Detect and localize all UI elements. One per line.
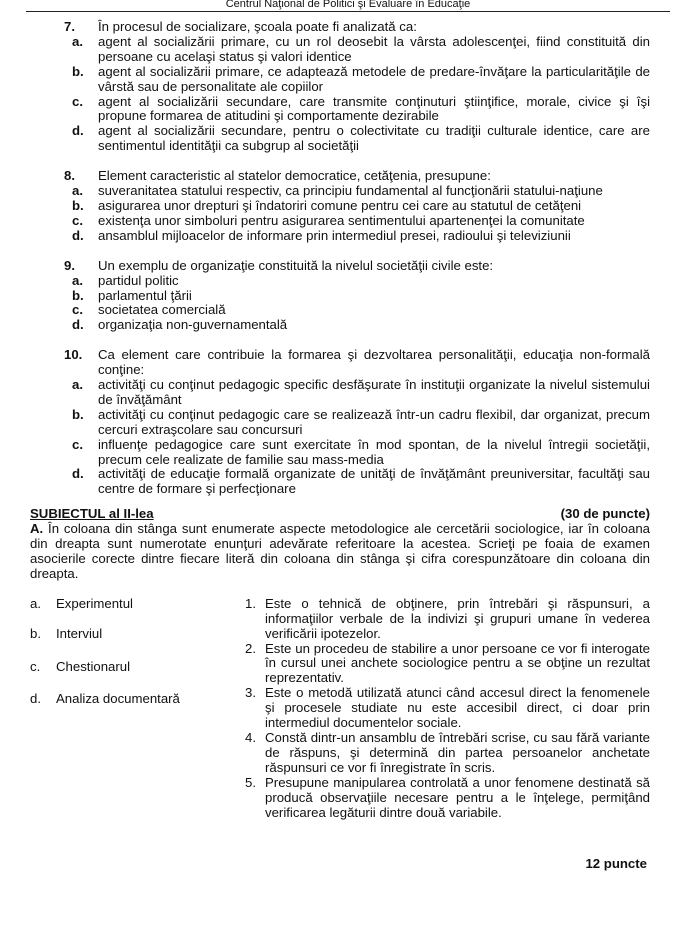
part-letter: A. bbox=[30, 521, 44, 537]
option-9d bbox=[0, 318, 696, 333]
item-number: 5. bbox=[245, 774, 256, 790]
option-8c bbox=[0, 214, 696, 229]
option-10c bbox=[0, 438, 696, 468]
option-7d bbox=[0, 124, 696, 154]
option-9b bbox=[0, 289, 696, 304]
question-number: 8. bbox=[64, 168, 75, 184]
right-item-3 bbox=[245, 686, 650, 731]
option-letter: c. bbox=[72, 302, 83, 318]
item-text: Este un procedeu de stabilire a unor persoane ce vor fi interogate în cursul unei anchete sociologice pentru a se obţine un rezultat reprezentativ. bbox=[265, 640, 650, 686]
option-text: agent al socializării primare, ce adaptează metodele de predare-învăţare la particularităţile de vârstă sau de personalitate ale copiilor bbox=[98, 63, 650, 94]
section-instructions bbox=[30, 522, 650, 582]
option-text: ansamblul mijloacelor de informare prin intermediul presei, radioului şi televiziunii bbox=[98, 227, 571, 243]
option-letter: c. bbox=[72, 212, 83, 228]
section-heading bbox=[30, 507, 650, 522]
item-text: Chestionarul bbox=[56, 658, 131, 674]
item-text: Constă dintr-un ansamblu de întrebări scrise, cu sau fără variante de răspuns, şi determină din partea persoanelor anchetate răspunsuri ce vor fi înregistrate în scris. bbox=[265, 729, 650, 775]
right-item-1 bbox=[245, 597, 650, 642]
question-7 bbox=[0, 20, 696, 35]
option-letter: b. bbox=[72, 197, 84, 213]
option-letter: b. bbox=[72, 63, 84, 79]
option-text: asigurarea unor drepturi şi îndatoriri comune pentru cei care au statutul de cetăţeni bbox=[98, 197, 582, 213]
option-text: parlamentul ţării bbox=[98, 287, 192, 303]
option-7a bbox=[0, 35, 696, 65]
option-8b bbox=[0, 199, 696, 214]
option-10b bbox=[0, 408, 696, 438]
question-number: 7. bbox=[64, 19, 75, 34]
option-text: partidul politic bbox=[98, 272, 179, 288]
option-letter: d. bbox=[72, 317, 84, 333]
option-letter: b. bbox=[72, 406, 84, 422]
option-letter: a. bbox=[72, 377, 83, 393]
section-title: SUBIECTUL al II-lea bbox=[30, 506, 154, 522]
item-text: Analiza documentară bbox=[56, 690, 180, 706]
item-letter: b. bbox=[30, 625, 41, 641]
question-text: Un exemplu de organizaţie constituită la nivelul societăţii civile este: bbox=[98, 257, 494, 273]
option-text: activităţi cu conţinut pedagogic care se realizează într-un cadru flexibil, dar organizat, precum cercuri extraşcolare sau concursuri bbox=[98, 406, 650, 437]
question-text: Element caracteristic al statelor democratice, cetăţenia, presupune: bbox=[98, 168, 491, 184]
option-10a bbox=[0, 378, 696, 408]
left-item-c bbox=[30, 660, 130, 675]
option-text: agent al socializării primare, cu un rol deosebit la vârsta adolescenţei, fiind constituită din persoane cu acelaşi status şi valori identice bbox=[98, 33, 650, 64]
right-item-2 bbox=[245, 642, 650, 687]
item-letter: c. bbox=[30, 658, 41, 674]
option-text: societatea comercială bbox=[98, 302, 226, 318]
item-letter: d. bbox=[30, 690, 41, 706]
right-item-4 bbox=[245, 731, 650, 776]
option-text: activităţi cu conţinut pedagogic specific desfăşurate în instituţii organizate la nivelul sistemului de învăţământ bbox=[98, 377, 650, 407]
option-10d bbox=[0, 467, 696, 497]
option-letter: d. bbox=[72, 123, 84, 139]
option-7c bbox=[0, 95, 696, 125]
option-9c bbox=[0, 303, 696, 318]
option-text: existenţa unor simboluri pentru asigurarea sentimentului apartenenţei la comunitate bbox=[98, 212, 585, 228]
item-text: Interviul bbox=[56, 625, 103, 641]
question-number: 10. bbox=[64, 347, 83, 363]
instructions-text: În coloana din stânga sunt enumerate aspecte metodologice ale cercetării sociologice, iar în coloana din dreapta sunt numerotate enunţuri adevărate referitoare la acestea. Scrieţi pe foaia de examen asocierile corecte dintre fiecare literă din coloana din stânga şi cifra corespunzătoare din coloana din dreapta. bbox=[30, 521, 650, 581]
item-letter: a. bbox=[30, 595, 41, 611]
item-text: Este o metodă utilizată atunci când accesul direct la fenomenele şi procesele studiate nu este accesibil direct, ci doar prin intermediul documentelor sociale. bbox=[265, 685, 650, 731]
item-text: Presupune manipularea controlată a unor fenomene destinată să producă observaţiile necesare pentru a le înţelege, permiţând verificarea legăturii dintre două variabile. bbox=[265, 774, 650, 820]
item-number: 4. bbox=[245, 729, 256, 745]
option-letter: a. bbox=[72, 33, 83, 49]
right-item-5 bbox=[245, 776, 650, 821]
option-8a bbox=[0, 184, 696, 199]
option-7b bbox=[0, 65, 696, 95]
left-item-d bbox=[30, 692, 180, 707]
header-divider bbox=[26, 11, 670, 12]
option-letter: a. bbox=[72, 272, 83, 288]
question-number: 9. bbox=[64, 257, 75, 273]
total-points: 12 puncte bbox=[585, 855, 647, 871]
item-text: Experimentul bbox=[56, 595, 133, 611]
matching-exercise bbox=[0, 595, 696, 871]
option-letter: c. bbox=[72, 93, 83, 109]
option-letter: c. bbox=[72, 436, 83, 452]
item-number: 1. bbox=[245, 595, 256, 611]
option-8d bbox=[0, 229, 696, 244]
item-number: 3. bbox=[245, 685, 256, 701]
left-item-a bbox=[30, 597, 133, 612]
option-9a bbox=[0, 274, 696, 289]
exam-page bbox=[0, 19, 696, 871]
page-header: Centrul Naţional de Politici şi Evaluare în Educaţie bbox=[225, 0, 471, 10]
option-text: suveranitatea statului respectiv, ca principiu fundamental al funcţionării statului-naţiune bbox=[98, 183, 603, 199]
option-letter: d. bbox=[72, 227, 84, 243]
item-text: Este o tehnică de obţinere, prin întrebări şi răspunsuri, a informaţiilor verbale de la indivizi şi grupuri umane în vederea verificării ipotezelor. bbox=[265, 595, 650, 641]
left-item-b bbox=[30, 627, 102, 642]
question-text: În procesul de socializare, şcoala poate fi analizată ca: bbox=[98, 19, 417, 34]
question-10 bbox=[0, 348, 696, 378]
option-letter: b. bbox=[72, 287, 84, 303]
question-8 bbox=[0, 169, 696, 184]
option-text: organizaţia non-guvernamentală bbox=[98, 317, 288, 333]
right-column bbox=[245, 597, 650, 821]
option-text: agent al socializării secundare, pentru o colectivitate cu tradiţii culturale identice, care are sentimentul identităţii ca subgrup al societăţii bbox=[98, 123, 650, 154]
option-text: activităţi de educaţie formală organizate de unităţi de învăţământ preuniversitar, facultăţi sau centre de formare şi perfecţionare bbox=[98, 466, 650, 497]
option-letter: d. bbox=[72, 466, 84, 482]
section-points: (30 de puncte) bbox=[560, 506, 650, 522]
option-text: agent al socializării secundare, care transmite conţinuturi ştiinţifice, morale, civice şi îşi propune formarea de atitudini şi comportamente dezirabile bbox=[98, 93, 650, 124]
item-number: 2. bbox=[245, 640, 256, 656]
question-9 bbox=[0, 259, 696, 274]
option-letter: a. bbox=[72, 183, 83, 199]
question-text: Ca element care contribuie la formarea şi dezvoltarea personalităţii, educaţia non-formală conţine: bbox=[98, 347, 650, 378]
option-text: influenţe pedagogice care sunt exercitate în mod spontan, de la nivelul întregii societăţii, precum cele realizate de familie sau mass-media bbox=[98, 436, 650, 467]
